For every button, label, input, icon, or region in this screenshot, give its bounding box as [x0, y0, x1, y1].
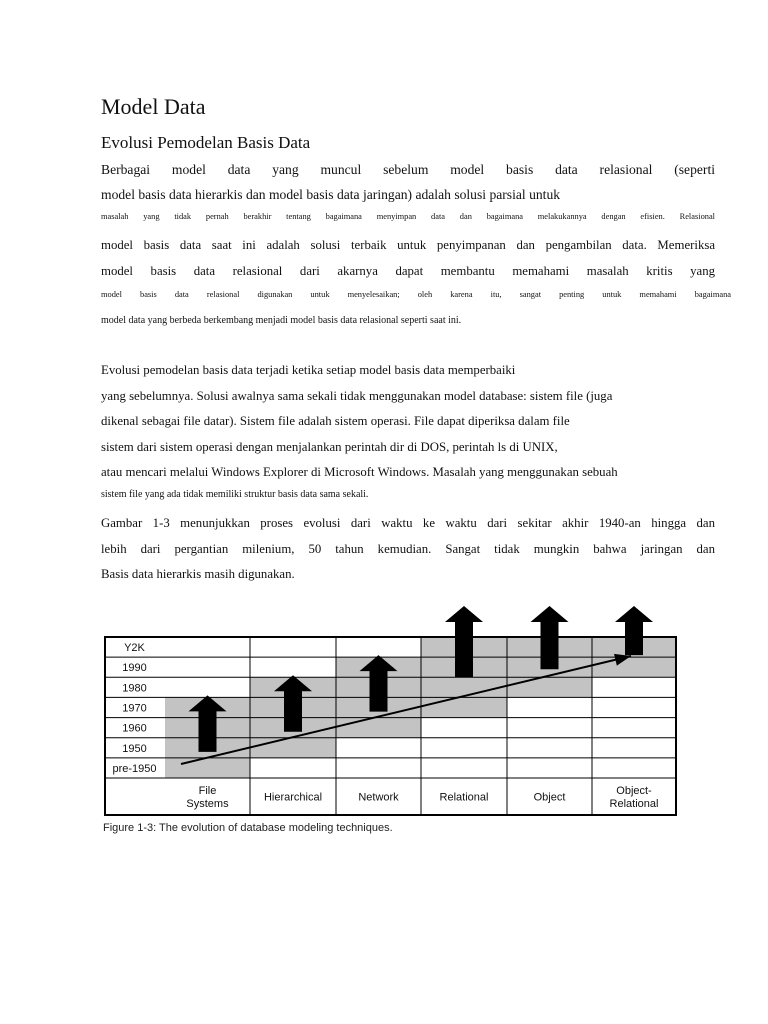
paragraph2-line: sistem file yang ada tidak memiliki struktur basis data sama sekali. — [101, 489, 369, 500]
figure-caption: Figure 1-3: The evolution of database modeling techniques. — [103, 822, 393, 834]
shaded-cell — [250, 738, 336, 758]
row-label: 1970 — [122, 702, 147, 715]
paragraph1-line: model basis data relasional dari akarnya dapat membantu memahami masalah kritis yang — [101, 264, 715, 278]
row-label: 1960 — [122, 722, 147, 735]
page-title: Model Data — [101, 94, 206, 119]
column-label: Object- — [616, 785, 652, 797]
paragraph1-line: model data yang berbeda berkembang menjadi model basis data relasional seperti saat ini. — [101, 315, 462, 326]
paragraph1-line: model basis data hierarkis dan model basis data jaringan) adalah solusi parsial untuk — [101, 187, 561, 202]
paragraph3-line: Basis data hierarkis masih digunakan. — [101, 567, 295, 581]
paragraph2-line: yang sebelumnya. Solusi awalnya sama sekali tidak menggunakan model database: sistem file (juga — [101, 389, 613, 403]
shaded-cell — [421, 677, 507, 697]
section-title: Evolusi Pemodelan Basis Data — [101, 133, 311, 152]
column-label: File — [198, 785, 217, 797]
paragraph1-line: Berbagai model data yang muncul sebelum model basis data relasional (seperti — [101, 162, 715, 177]
paragraph2-line: dikenal sebagai file datar). Sistem file adalah sistem operasi. File dapat diperiksa dalam file — [101, 414, 570, 428]
paragraph3-line: lebih dari pergantian milenium, 50 tahun kemudian. Sangat tidak mungkin bahwa jaringan dan — [101, 542, 715, 556]
row-label: pre-1950 — [112, 762, 157, 775]
evolution-figure — [104, 606, 680, 818]
shaded-cell — [165, 758, 250, 778]
shaded-cell — [592, 657, 676, 677]
column-label: Relational — [439, 791, 489, 804]
column-label: Object — [533, 791, 566, 804]
row-label: Y2K — [124, 642, 145, 655]
column-label: Hierarchical — [263, 791, 323, 804]
shaded-cell — [336, 718, 421, 738]
shaded-cell — [421, 697, 507, 717]
paragraph1-line: model basis data saat ini adalah solusi terbaik untuk penyimpanan dan pengambilan data. Memeriksa — [101, 238, 715, 252]
column-label: Relational — [609, 798, 659, 810]
column-label: Systems — [186, 798, 229, 810]
row-label: 1950 — [122, 742, 147, 755]
paragraph2-line: atau mencari melalui Windows Explorer di Microsoft Windows. Masalah yang menggunakan sebuah — [101, 465, 618, 479]
row-label: 1990 — [122, 662, 147, 675]
row-label: 1980 — [122, 682, 147, 695]
paragraph1-line: model basis data relasional digunakan untuk menyelesaikan; oleh karena itu, sangat penting untuk memahami bagaimana — [101, 290, 731, 299]
shaded-cell — [507, 677, 592, 697]
paragraph2-line: sistem dari sistem operasi dengan menjalankan perintah dir di DOS, perintah ls di UNIX, — [101, 440, 558, 454]
column-label: Network — [358, 791, 399, 804]
paragraph2-line: Evolusi pemodelan basis data terjadi ketika setiap model basis data memperbaiki — [101, 363, 516, 377]
paragraph3-line: Gambar 1-3 menunjukkan proses evolusi dari waktu ke waktu dari sekitar akhir 1940-an hingga dan — [101, 516, 715, 530]
paragraph1-line: masalah yang tidak pernah berakhir tentang bagaimana menyimpan data dan bagaimana melakukannya dengan efisien. Relasional — [101, 212, 715, 221]
